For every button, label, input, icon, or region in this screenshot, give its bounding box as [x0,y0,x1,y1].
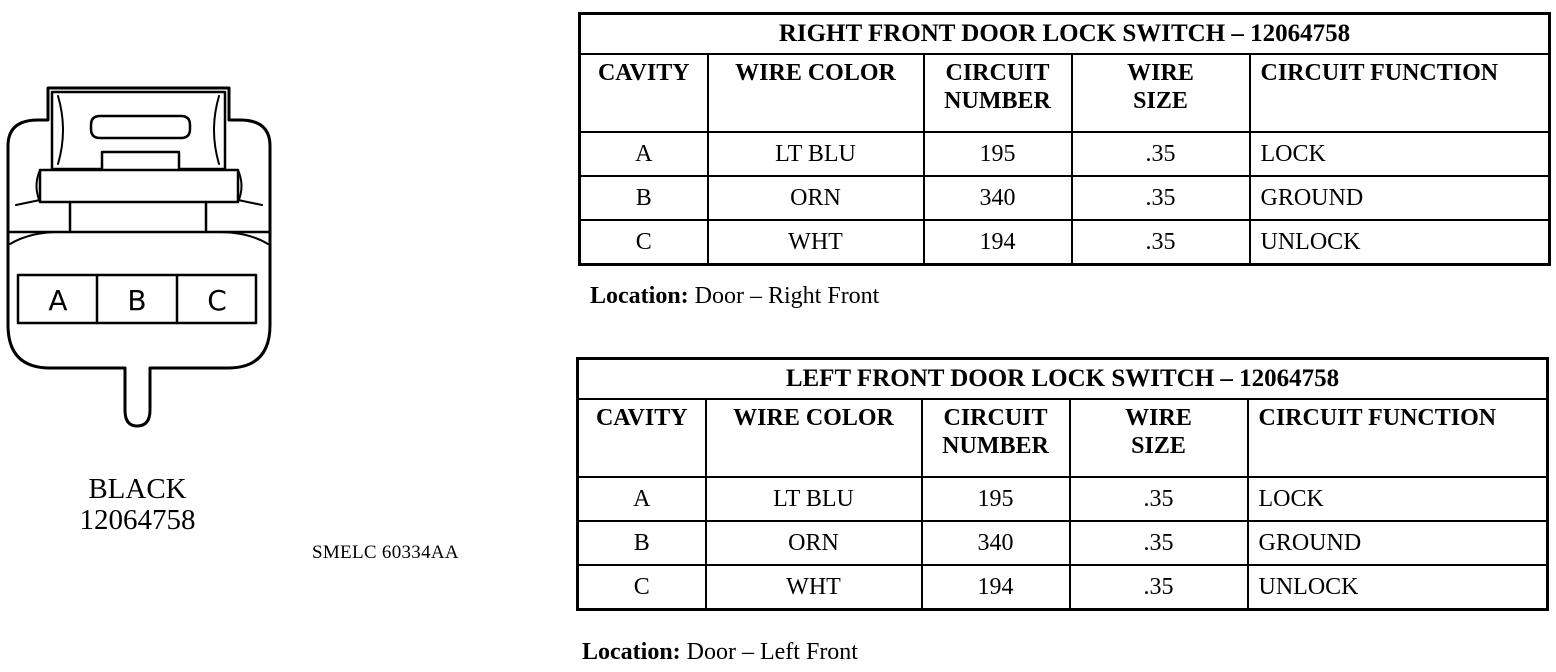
latch-frame [52,92,225,169]
cell-cavity: C [578,565,706,610]
cell-wire-size: .35 [1072,220,1250,265]
header-circuit-number [924,54,1072,132]
cell-circuit-function: UNLOCK [1250,220,1550,265]
cell-cavity: A [580,132,708,176]
cell-wire-color: WHT [708,220,924,265]
latch-tab [91,116,190,138]
cavity-c-label: C [207,284,227,317]
header-wire-size-line2: SIZE [1133,88,1188,114]
header-wire-color: WIRE COLOR [706,399,922,477]
header-circuit-number-line1: CIRCUIT [945,60,1050,86]
table-row [580,176,1550,220]
cell-wire-color: LT BLU [706,477,922,521]
table-header-row [578,399,1548,477]
location-label: Location: [590,283,689,309]
header-wire-size-line2: SIZE [1131,433,1186,459]
cell-wire-color: ORN [706,521,922,565]
header-cavity: CAVITY [580,54,708,132]
header-cavity: CAVITY [578,399,706,477]
header-circuit-number [922,399,1070,477]
table-row [580,132,1550,176]
header-circuit-function: CIRCUIT FUNCTION [1248,399,1548,477]
cell-cavity: A [578,477,706,521]
cell-cavity: B [578,521,706,565]
connector-diagram [0,0,560,672]
connector-face-drawing [0,0,300,460]
cell-cavity: C [580,220,708,265]
table-row [578,565,1548,610]
table-title: LEFT FRONT DOOR LOCK SWITCH – 12064758 [578,359,1548,400]
connector-band [40,170,238,202]
cell-circuit-number: 195 [924,132,1072,176]
header-circuit-function: CIRCUIT FUNCTION [1250,54,1550,132]
location-value: Door – Left Front [686,639,858,665]
cell-wire-size: .35 [1072,176,1250,220]
location-label: Location: [582,639,681,665]
cell-wire-size: .35 [1070,477,1248,521]
cell-circuit-function: UNLOCK [1248,565,1548,610]
header-wire-size-line1: WIRE [1125,405,1192,431]
table-title: RIGHT FRONT DOOR LOCK SWITCH – 12064758 [580,14,1550,55]
header-circuit-number-line2: NUMBER [944,88,1051,114]
cell-wire-color: LT BLU [708,132,924,176]
cell-wire-size: .35 [1072,132,1250,176]
table-row [580,220,1550,265]
table-header-row [580,54,1550,132]
cavity-a-label: A [48,284,68,317]
header-circuit-number-line1: CIRCUIT [943,405,1048,431]
table-row [578,521,1548,565]
header-circuit-number-line2: NUMBER [942,433,1049,459]
cell-wire-size: .35 [1070,565,1248,610]
cell-circuit-number: 340 [924,176,1072,220]
connector-caption [40,474,235,536]
pinout-table-right-front [578,12,1551,266]
connector-color-label: BLACK [88,473,187,505]
location-left-front [582,639,858,666]
cell-circuit-number: 340 [922,521,1070,565]
table-row [578,477,1548,521]
location-value: Door – Right Front [694,283,880,309]
cavity-b-label: B [127,284,147,317]
cell-wire-color: WHT [706,565,922,610]
header-wire-size-line1: WIRE [1127,60,1194,86]
cell-circuit-number: 194 [922,565,1070,610]
header-wire-size [1072,54,1250,132]
reference-id: SMELC 60334AA [312,542,459,563]
cell-circuit-function: LOCK [1250,132,1550,176]
cell-circuit-number: 194 [924,220,1072,265]
pinout-table-left-front [576,357,1549,611]
cell-circuit-number: 195 [922,477,1070,521]
cell-cavity: B [580,176,708,220]
header-wire-size [1070,399,1248,477]
header-wire-color: WIRE COLOR [708,54,924,132]
cell-wire-size: .35 [1070,521,1248,565]
cell-wire-color: ORN [708,176,924,220]
connector-part-number: 12064758 [79,504,196,536]
cell-circuit-function: LOCK [1248,477,1548,521]
cell-circuit-function: GROUND [1250,176,1550,220]
cell-circuit-function: GROUND [1248,521,1548,565]
location-right-front [590,283,879,310]
